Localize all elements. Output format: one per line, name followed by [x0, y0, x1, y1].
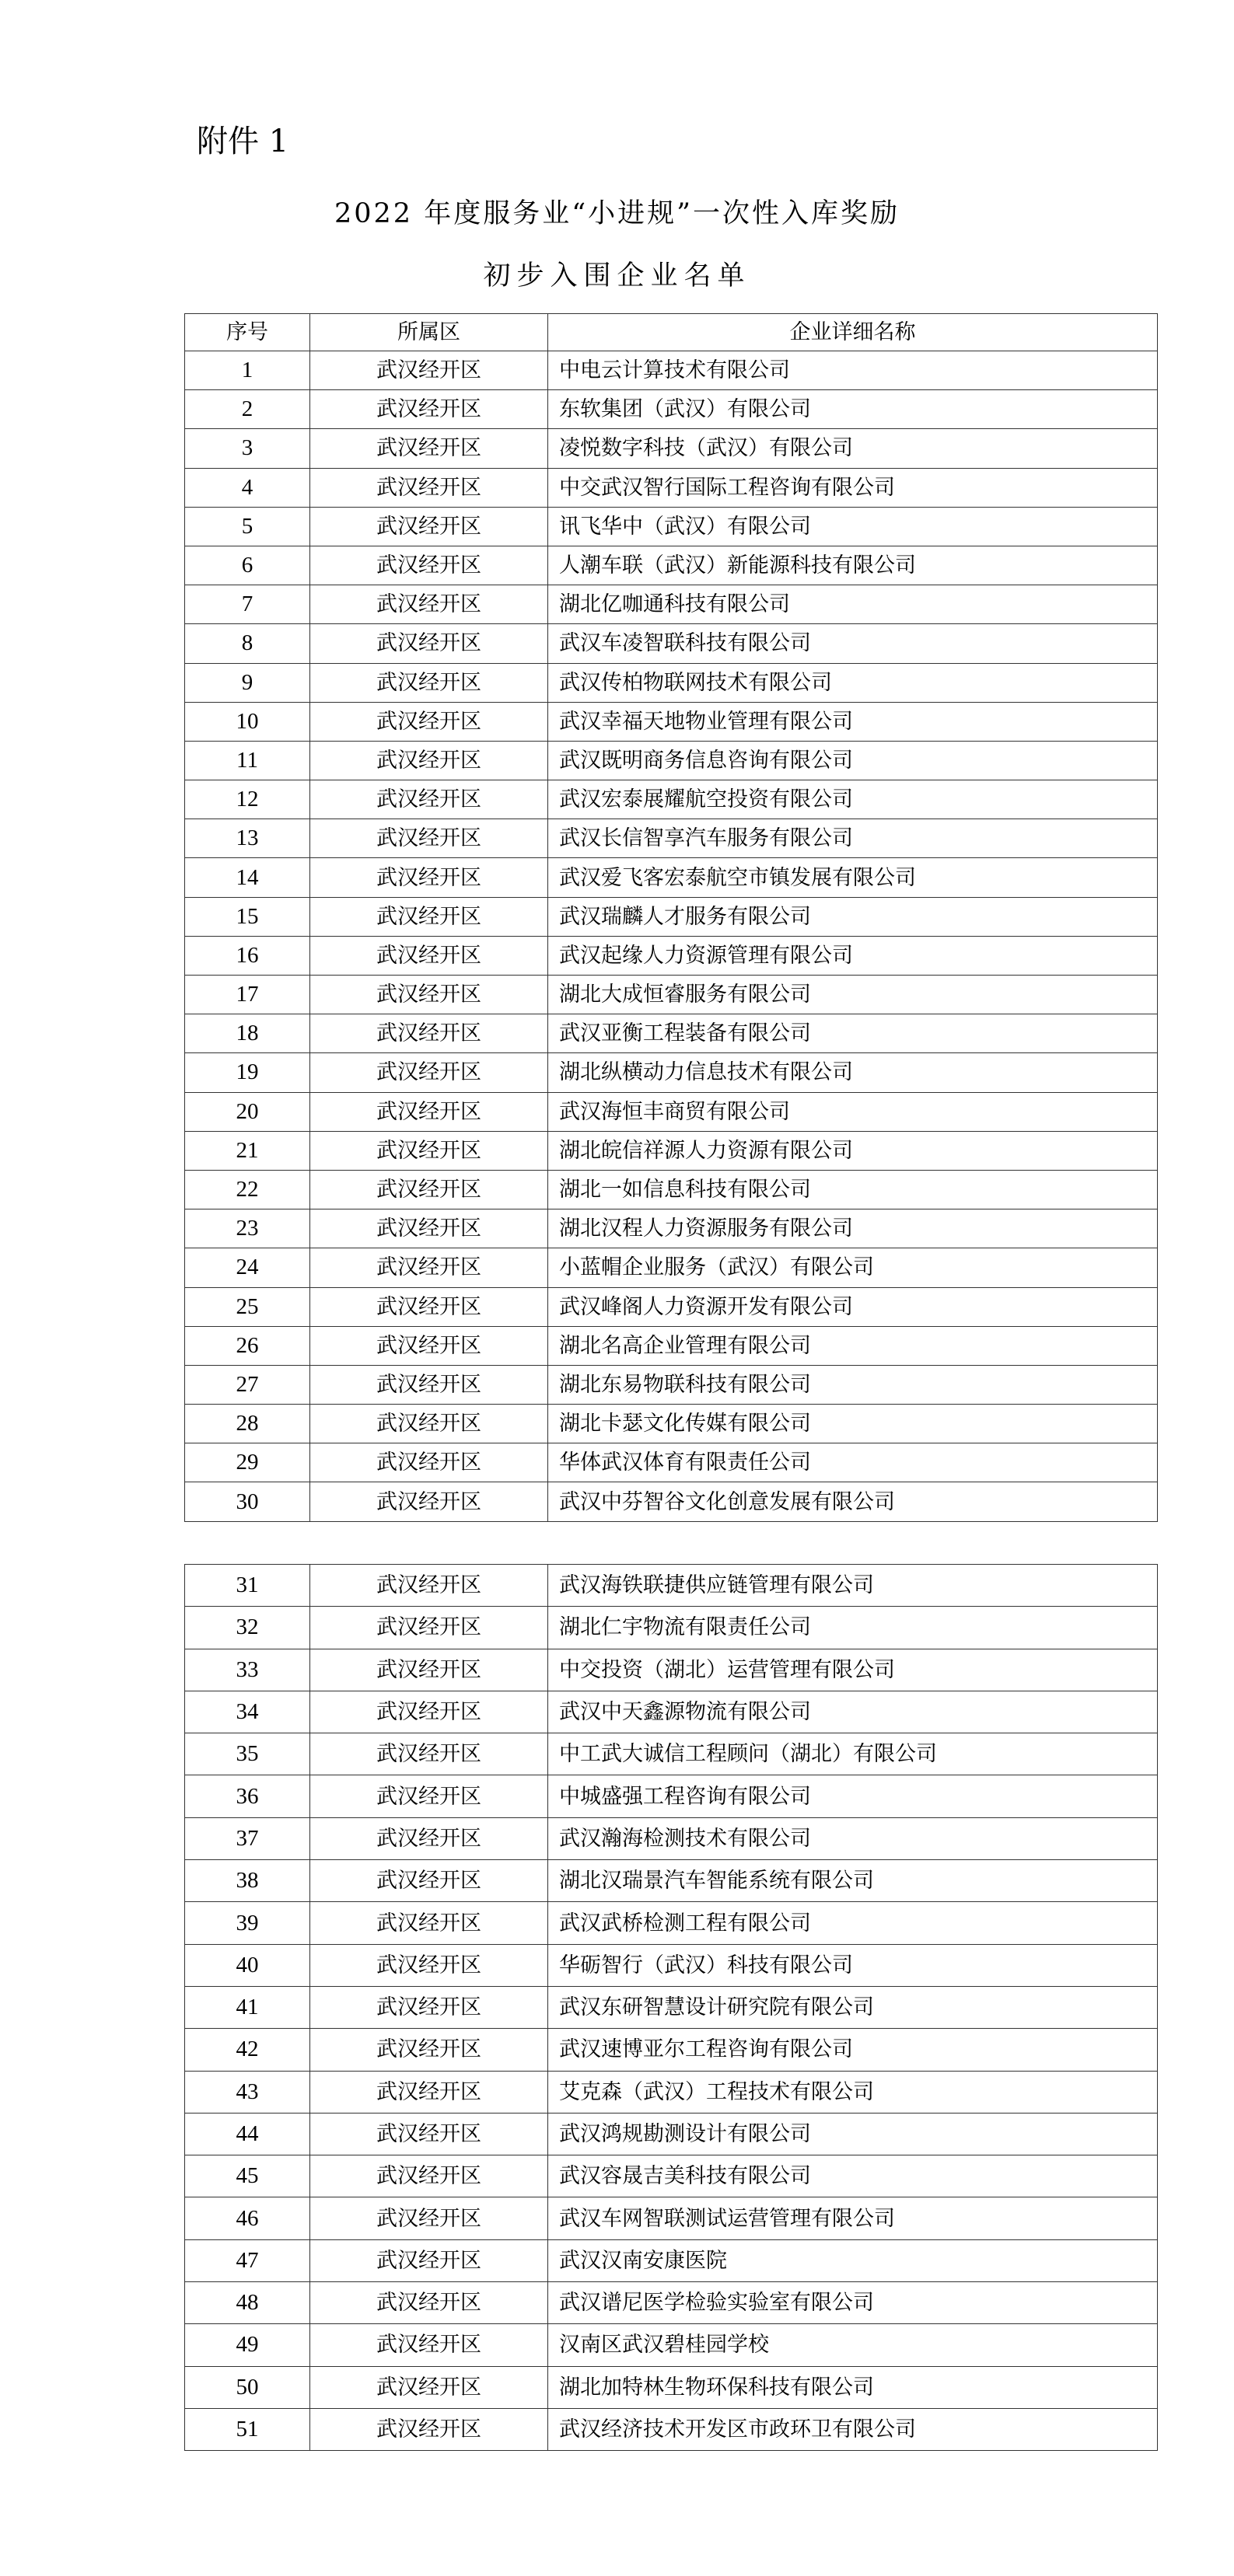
table-row — [185, 546, 1158, 585]
table-row — [185, 1326, 1158, 1365]
cell-company: 武汉鸿规勘测设计有限公司 — [548, 2113, 1158, 2155]
cell-seq: 30 — [185, 1482, 310, 1521]
cell-company: 中电云计算技术有限公司 — [548, 351, 1158, 390]
cell-seq: 12 — [185, 780, 310, 819]
cell-seq: 31 — [185, 1565, 310, 1607]
table-row — [185, 2155, 1158, 2197]
cell-seq: 45 — [185, 2155, 310, 2197]
cell-seq: 26 — [185, 1326, 310, 1365]
cell-district: 武汉经开区 — [310, 1607, 548, 1649]
table-row — [185, 1565, 1158, 1607]
cell-company: 武汉既明商务信息咨询有限公司 — [548, 741, 1158, 780]
cell-district: 武汉经开区 — [310, 702, 548, 741]
cell-company: 武汉速博亚尔工程咨询有限公司 — [548, 2029, 1158, 2071]
cell-district: 武汉经开区 — [310, 1209, 548, 1248]
table-row — [185, 390, 1158, 429]
cell-seq: 21 — [185, 1131, 310, 1170]
cell-company: 人潮车联（武汉）新能源科技有限公司 — [548, 546, 1158, 585]
cell-seq: 2 — [185, 390, 310, 429]
cell-company: 中交投资（湖北）运营管理有限公司 — [548, 1649, 1158, 1691]
cell-district: 武汉经开区 — [310, 1326, 548, 1365]
table-row — [185, 741, 1158, 780]
cell-company: 小蓝帽企业服务（武汉）有限公司 — [548, 1248, 1158, 1287]
cell-company: 武汉经济技术开发区市政环卫有限公司 — [548, 2408, 1158, 2450]
cell-district: 武汉经开区 — [310, 585, 548, 624]
table-row — [185, 976, 1158, 1014]
cell-district: 武汉经开区 — [310, 1775, 548, 1817]
table-row — [185, 2408, 1158, 2450]
cell-seq: 23 — [185, 1209, 310, 1248]
cell-district: 武汉经开区 — [310, 390, 548, 429]
cell-district: 武汉经开区 — [310, 1248, 548, 1287]
cell-company: 中城盛强工程咨询有限公司 — [548, 1775, 1158, 1817]
cell-company: 武汉长信智享汽车服务有限公司 — [548, 819, 1158, 858]
table-row — [185, 2239, 1158, 2281]
cell-district: 武汉经开区 — [310, 1053, 548, 1092]
cell-company: 中工武大诚信工程顾问（湖北）有限公司 — [548, 1733, 1158, 1775]
cell-district: 武汉经开区 — [310, 2071, 548, 2113]
table-row — [185, 2113, 1158, 2155]
table-row — [185, 663, 1158, 702]
document-title-line1: 2022 年度服务业“小进规”一次性入库奖励 — [334, 198, 900, 229]
cell-district: 武汉经开区 — [310, 1443, 548, 1482]
cell-district: 武汉经开区 — [310, 1944, 548, 1986]
table-row — [185, 1607, 1158, 1649]
cell-seq: 35 — [185, 1733, 310, 1775]
cell-company: 中交武汉智行国际工程咨询有限公司 — [548, 468, 1158, 507]
header-company: 企业详细名称 — [548, 314, 1158, 351]
table-row — [185, 507, 1158, 546]
cell-company: 武汉中天鑫源物流有限公司 — [548, 1691, 1158, 1733]
cell-company: 湖北卡瑟文化传媒有限公司 — [548, 1405, 1158, 1443]
cell-seq: 17 — [185, 976, 310, 1014]
cell-seq: 38 — [185, 1860, 310, 1902]
table-row — [185, 1209, 1158, 1248]
cell-seq: 49 — [185, 2324, 310, 2366]
cell-district: 武汉经开区 — [310, 1649, 548, 1691]
cell-seq: 41 — [185, 1986, 310, 2028]
cell-company: 武汉中芬智谷文化创意发展有限公司 — [548, 1482, 1158, 1521]
cell-seq: 27 — [185, 1365, 310, 1404]
cell-seq: 3 — [185, 429, 310, 468]
cell-seq: 20 — [185, 1092, 310, 1131]
cell-seq: 50 — [185, 2366, 310, 2408]
cell-district: 武汉经开区 — [310, 2029, 548, 2071]
cell-seq: 15 — [185, 897, 310, 936]
cell-district: 武汉经开区 — [310, 1565, 548, 1607]
cell-district: 武汉经开区 — [310, 2366, 548, 2408]
cell-district: 武汉经开区 — [310, 429, 548, 468]
cell-seq: 43 — [185, 2071, 310, 2113]
cell-seq: 8 — [185, 624, 310, 663]
table-row — [185, 351, 1158, 390]
table-row — [185, 1902, 1158, 1944]
cell-district: 武汉经开区 — [310, 1365, 548, 1404]
table-row — [185, 897, 1158, 936]
cell-company: 武汉瀚海检测技术有限公司 — [548, 1817, 1158, 1859]
table-row — [185, 1986, 1158, 2028]
cell-seq: 33 — [185, 1649, 310, 1691]
cell-district: 武汉经开区 — [310, 858, 548, 897]
cell-company: 武汉武桥检测工程有限公司 — [548, 1902, 1158, 1944]
cell-district: 武汉经开区 — [310, 741, 548, 780]
cell-seq: 34 — [185, 1691, 310, 1733]
cell-seq: 22 — [185, 1170, 310, 1209]
cell-company: 湖北一如信息科技有限公司 — [548, 1170, 1158, 1209]
cell-company: 湖北皖信祥源人力资源有限公司 — [548, 1131, 1158, 1170]
cell-company: 武汉传柏物联网技术有限公司 — [548, 663, 1158, 702]
cell-seq: 11 — [185, 741, 310, 780]
cell-district: 武汉经开区 — [310, 1482, 548, 1521]
cell-seq: 44 — [185, 2113, 310, 2155]
cell-district: 武汉经开区 — [310, 1986, 548, 2028]
cell-company: 武汉汉南安康医院 — [548, 2239, 1158, 2281]
table-row — [185, 2366, 1158, 2408]
table-row — [185, 1014, 1158, 1053]
cell-seq: 14 — [185, 858, 310, 897]
cell-seq: 18 — [185, 1014, 310, 1053]
cell-district: 武汉经开区 — [310, 2155, 548, 2197]
table-row — [185, 2197, 1158, 2239]
cell-seq: 1 — [185, 351, 310, 390]
cell-district: 武汉经开区 — [310, 2239, 548, 2281]
cell-seq: 48 — [185, 2282, 310, 2324]
table-row — [185, 1482, 1158, 1521]
cell-district: 武汉经开区 — [310, 351, 548, 390]
cell-district: 武汉经开区 — [310, 1092, 548, 1131]
table-row — [185, 1092, 1158, 1131]
cell-district: 武汉经开区 — [310, 468, 548, 507]
table-row — [185, 1860, 1158, 1902]
cell-district: 武汉经开区 — [310, 1860, 548, 1902]
cell-district: 武汉经开区 — [310, 624, 548, 663]
cell-district: 武汉经开区 — [310, 2324, 548, 2366]
cell-seq: 47 — [185, 2239, 310, 2281]
cell-company: 湖北汉程人力资源服务有限公司 — [548, 1209, 1158, 1248]
cell-company: 湖北仁宇物流有限责任公司 — [548, 1607, 1158, 1649]
cell-company: 湖北加特林生物环保科技有限公司 — [548, 2366, 1158, 2408]
cell-seq: 51 — [185, 2408, 310, 2450]
cell-district: 武汉经开区 — [310, 780, 548, 819]
cell-company: 湖北汉瑞景汽车智能系统有限公司 — [548, 1860, 1158, 1902]
cell-seq: 28 — [185, 1405, 310, 1443]
table-row — [185, 1944, 1158, 1986]
cell-company: 武汉容晟吉美科技有限公司 — [548, 2155, 1158, 2197]
table-row — [185, 468, 1158, 507]
cell-seq: 42 — [185, 2029, 310, 2071]
company-table-part2 — [184, 1564, 1158, 2451]
table-row — [185, 858, 1158, 897]
cell-company: 武汉爱飞客宏泰航空市镇发展有限公司 — [548, 858, 1158, 897]
table-row — [185, 2071, 1158, 2113]
table-row — [185, 585, 1158, 624]
cell-district: 武汉经开区 — [310, 2408, 548, 2450]
cell-district: 武汉经开区 — [310, 2197, 548, 2239]
table-row — [185, 819, 1158, 858]
cell-company: 讯飞华中（武汉）有限公司 — [548, 507, 1158, 546]
cell-district: 武汉经开区 — [310, 1733, 548, 1775]
cell-company: 东软集团（武汉）有限公司 — [548, 390, 1158, 429]
cell-district: 武汉经开区 — [310, 976, 548, 1014]
table-row — [185, 1775, 1158, 1817]
cell-district: 武汉经开区 — [310, 936, 548, 975]
table-row — [185, 1053, 1158, 1092]
cell-seq: 10 — [185, 702, 310, 741]
table-row — [185, 2029, 1158, 2071]
cell-company: 凌悦数字科技（武汉）有限公司 — [548, 429, 1158, 468]
cell-company: 武汉车网智联测试运营管理有限公司 — [548, 2197, 1158, 2239]
cell-district: 武汉经开区 — [310, 507, 548, 546]
header-seq: 序号 — [185, 314, 310, 351]
table-row — [185, 1287, 1158, 1326]
table-row — [185, 624, 1158, 663]
cell-seq: 16 — [185, 936, 310, 975]
cell-company: 武汉谱尼医学检验实验室有限公司 — [548, 2282, 1158, 2324]
cell-company: 湖北东易物联科技有限公司 — [548, 1365, 1158, 1404]
cell-company: 武汉瑞麟人才服务有限公司 — [548, 897, 1158, 936]
cell-seq: 37 — [185, 1817, 310, 1859]
cell-seq: 5 — [185, 507, 310, 546]
cell-company: 汉南区武汉碧桂园学校 — [548, 2324, 1158, 2366]
table-row — [185, 702, 1158, 741]
cell-seq: 39 — [185, 1902, 310, 1944]
table-row — [185, 1817, 1158, 1859]
cell-seq: 19 — [185, 1053, 310, 1092]
cell-seq: 32 — [185, 1607, 310, 1649]
cell-company: 华体武汉体育有限责任公司 — [548, 1443, 1158, 1482]
cell-seq: 6 — [185, 546, 310, 585]
table-row — [185, 429, 1158, 468]
cell-seq: 40 — [185, 1944, 310, 1986]
cell-company: 武汉起缘人力资源管理有限公司 — [548, 936, 1158, 975]
cell-district: 武汉经开区 — [310, 819, 548, 858]
table-row — [185, 1733, 1158, 1775]
cell-seq: 36 — [185, 1775, 310, 1817]
table-row — [185, 1649, 1158, 1691]
cell-seq: 25 — [185, 1287, 310, 1326]
cell-company: 湖北大成恒睿服务有限公司 — [548, 976, 1158, 1014]
table-row — [185, 2282, 1158, 2324]
table-row — [185, 1405, 1158, 1443]
cell-company: 武汉宏泰展耀航空投资有限公司 — [548, 780, 1158, 819]
table-row — [185, 1170, 1158, 1209]
cell-company: 武汉海铁联捷供应链管理有限公司 — [548, 1565, 1158, 1607]
table-row — [185, 2324, 1158, 2366]
cell-district: 武汉经开区 — [310, 897, 548, 936]
cell-company: 艾克森（武汉）工程技术有限公司 — [548, 2071, 1158, 2113]
cell-seq: 29 — [185, 1443, 310, 1482]
cell-company: 武汉亚衡工程装备有限公司 — [548, 1014, 1158, 1053]
cell-district: 武汉经开区 — [310, 663, 548, 702]
cell-district: 武汉经开区 — [310, 1170, 548, 1209]
cell-company: 华砺智行（武汉）科技有限公司 — [548, 1944, 1158, 1986]
table-row — [185, 936, 1158, 975]
cell-company: 湖北名高企业管理有限公司 — [548, 1326, 1158, 1365]
table-row — [185, 1131, 1158, 1170]
cell-company: 武汉峰阁人力资源开发有限公司 — [548, 1287, 1158, 1326]
cell-company: 武汉东研智慧设计研究院有限公司 — [548, 1986, 1158, 2028]
cell-company: 湖北纵横动力信息技术有限公司 — [548, 1053, 1158, 1092]
company-table-part1 — [184, 313, 1158, 1522]
cell-district: 武汉经开区 — [310, 2282, 548, 2324]
cell-district: 武汉经开区 — [310, 1014, 548, 1053]
attachment-label: 附件 1 — [197, 124, 289, 159]
cell-district: 武汉经开区 — [310, 1405, 548, 1443]
cell-seq: 9 — [185, 663, 310, 702]
table-header-row — [185, 314, 1158, 351]
cell-district: 武汉经开区 — [310, 1287, 548, 1326]
table-row — [185, 1248, 1158, 1287]
cell-district: 武汉经开区 — [310, 1131, 548, 1170]
cell-district: 武汉经开区 — [310, 1902, 548, 1944]
cell-district: 武汉经开区 — [310, 1691, 548, 1733]
table-row — [185, 1443, 1158, 1482]
cell-seq: 7 — [185, 585, 310, 624]
cell-district: 武汉经开区 — [310, 2113, 548, 2155]
cell-seq: 46 — [185, 2197, 310, 2239]
cell-company: 武汉幸福天地物业管理有限公司 — [548, 702, 1158, 741]
table-row — [185, 1365, 1158, 1404]
cell-company: 武汉海恒丰商贸有限公司 — [548, 1092, 1158, 1131]
document-title-line2: 初步入围企业名单 — [483, 260, 751, 291]
header-district: 所属区 — [310, 314, 548, 351]
cell-seq: 13 — [185, 819, 310, 858]
table-row — [185, 780, 1158, 819]
cell-seq: 24 — [185, 1248, 310, 1287]
cell-company: 武汉车凌智联科技有限公司 — [548, 624, 1158, 663]
cell-company: 湖北亿咖通科技有限公司 — [548, 585, 1158, 624]
cell-seq: 4 — [185, 468, 310, 507]
table-row — [185, 1691, 1158, 1733]
cell-district: 武汉经开区 — [310, 546, 548, 585]
cell-district: 武汉经开区 — [310, 1817, 548, 1859]
